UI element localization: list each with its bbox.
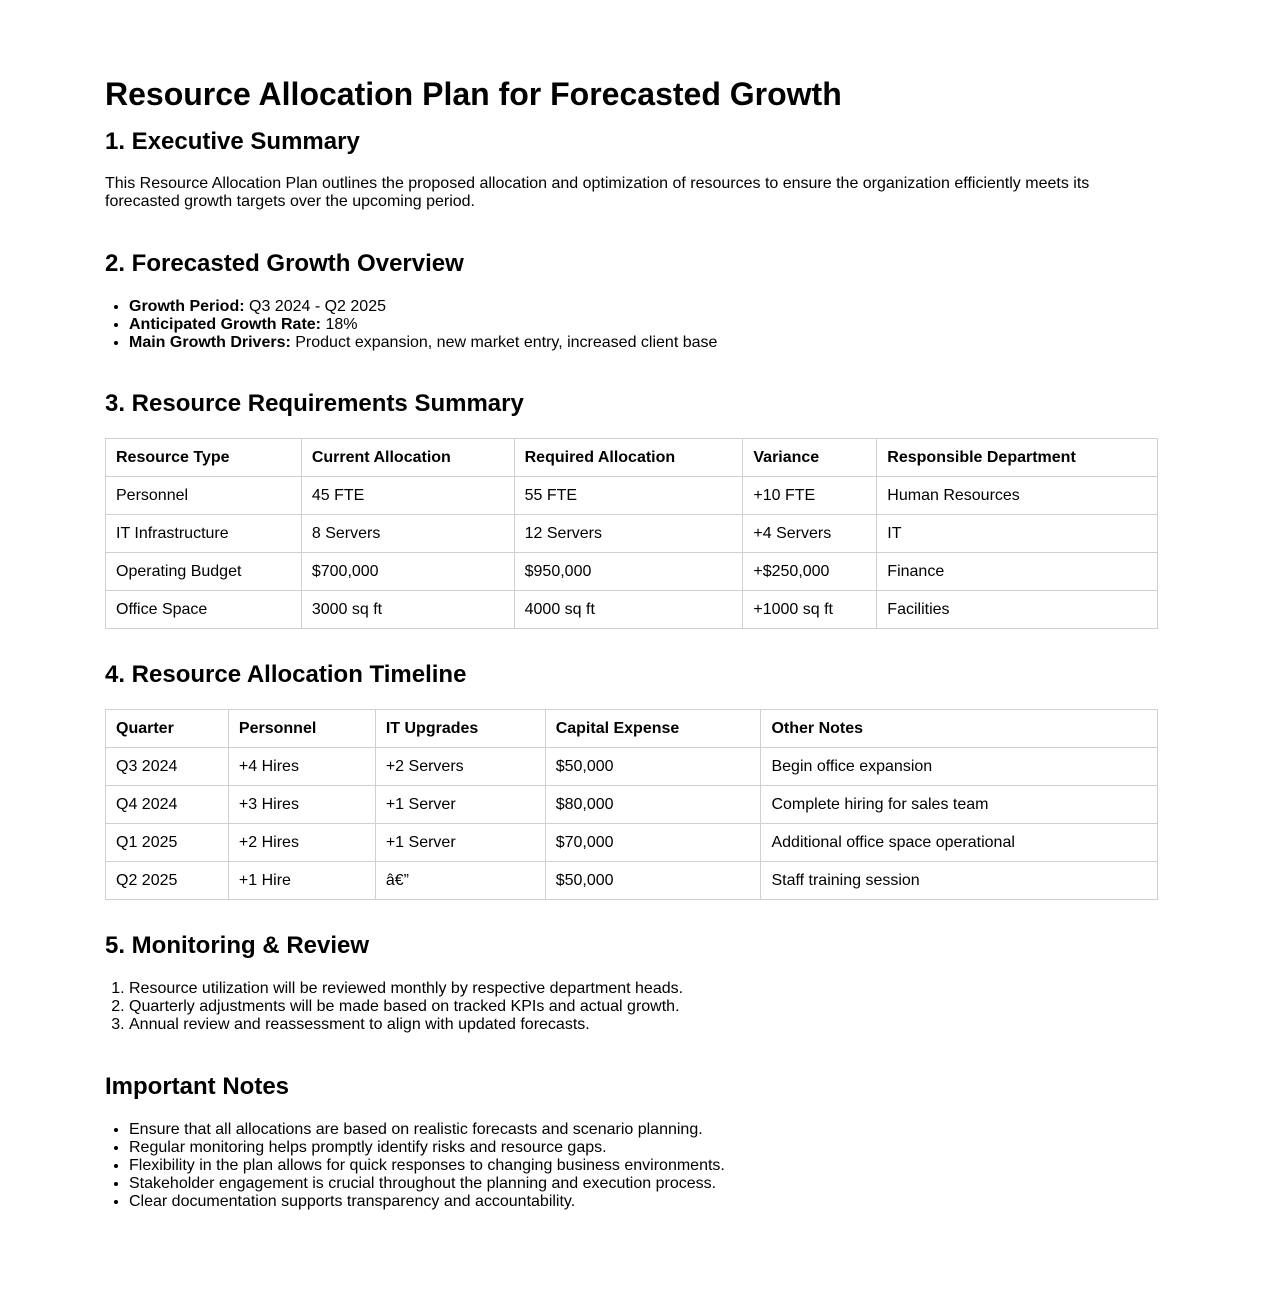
table-cell: 45 FTE xyxy=(301,477,514,515)
table-cell: Q1 2025 xyxy=(106,824,229,862)
table-cell: $700,000 xyxy=(301,553,514,591)
table-cell: $50,000 xyxy=(545,748,761,786)
table-cell: $50,000 xyxy=(545,862,761,900)
column-header: Responsible Department xyxy=(877,439,1158,477)
growth-item-value: 18% xyxy=(321,316,358,333)
table-header-row xyxy=(106,710,1158,748)
column-header: Capital Expense xyxy=(545,710,761,748)
table-cell: +1 Hire xyxy=(228,862,375,900)
table-cell: +2 Hires xyxy=(228,824,375,862)
table-cell: +1 Server xyxy=(375,824,545,862)
table-cell: +4 Hires xyxy=(228,748,375,786)
growth-overview-heading: 2. Forecasted Growth Overview xyxy=(105,250,464,277)
table-cell: Complete hiring for sales team xyxy=(761,786,1158,824)
table-cell: Q2 2025 xyxy=(106,862,229,900)
table-cell: IT Infrastructure xyxy=(106,515,302,553)
list-item: • Ensure that all allocations are based on realistic forecasts and scenario planning. xyxy=(129,1121,1158,1139)
table-cell: 8 Servers xyxy=(301,515,514,553)
table-cell: Personnel xyxy=(106,477,302,515)
growth-item-label: Anticipated Growth Rate: xyxy=(129,316,322,333)
table-cell: â€” xyxy=(375,862,545,900)
table-cell: $950,000 xyxy=(514,553,743,591)
table-cell: IT xyxy=(877,515,1158,553)
table-row xyxy=(106,748,1158,786)
monitoring-list xyxy=(105,980,1158,1034)
list-item: 1. Resource utilization will be reviewed monthly by respective department heads. xyxy=(129,980,1158,998)
table-cell: Human Resources xyxy=(877,477,1158,515)
column-header: Current Allocation xyxy=(301,439,514,477)
document-title: Resource Allocation Plan for Forecasted Growth xyxy=(105,76,842,112)
executive-summary-text: This Resource Allocation Plan outlines the proposed allocation and optimization of resources to ensure the organization efficiently meets its forecasted growth targets over the upcoming period. xyxy=(105,175,1090,210)
table-cell: Office Space xyxy=(106,591,302,629)
requirements-heading: 3. Resource Requirements Summary xyxy=(105,390,524,417)
list-item xyxy=(129,298,1158,316)
growth-item-label: Growth Period: xyxy=(129,298,245,315)
timeline-heading: 4. Resource Allocation Timeline xyxy=(105,661,467,688)
important-notes-heading: Important Notes xyxy=(105,1073,290,1100)
growth-item-label: Main Growth Drivers: xyxy=(129,334,291,351)
growth-overview-list xyxy=(105,298,1158,352)
growth-item-value: Product expansion, new market entry, increased client base xyxy=(290,334,718,351)
table-cell: 12 Servers xyxy=(514,515,743,553)
table-cell: +1000 sq ft xyxy=(743,591,877,629)
list-item: • Clear documentation supports transparency and accountability. xyxy=(129,1193,1158,1211)
important-notes-list xyxy=(105,1121,1158,1211)
table-cell: $80,000 xyxy=(545,786,761,824)
table-row xyxy=(106,553,1158,591)
column-header: Other Notes xyxy=(761,710,1158,748)
list-item: • Stakeholder engagement is crucial throughout the planning and execution process. xyxy=(129,1175,1158,1193)
table-cell: Begin office expansion xyxy=(761,748,1158,786)
timeline-table xyxy=(105,709,1158,900)
table-cell: Additional office space operational xyxy=(761,824,1158,862)
executive-summary-heading: 1. Executive Summary xyxy=(105,128,360,155)
table-row xyxy=(106,515,1158,553)
monitoring-heading: 5. Monitoring & Review xyxy=(105,932,370,959)
table-cell: +$250,000 xyxy=(743,553,877,591)
table-cell: $70,000 xyxy=(545,824,761,862)
table-cell: Staff training session xyxy=(761,862,1158,900)
list-item: • Regular monitoring helps promptly identify risks and resource gaps. xyxy=(129,1139,1158,1157)
table-row xyxy=(106,477,1158,515)
list-item xyxy=(129,334,1158,352)
table-cell: Operating Budget xyxy=(106,553,302,591)
table-cell: 55 FTE xyxy=(514,477,743,515)
column-header: IT Upgrades xyxy=(375,710,545,748)
table-cell: +10 FTE xyxy=(743,477,877,515)
table-cell: Finance xyxy=(877,553,1158,591)
list-item: 2. Quarterly adjustments will be made based on tracked KPIs and actual growth. xyxy=(129,998,1158,1016)
table-cell: Facilities xyxy=(877,591,1158,629)
column-header: Required Allocation xyxy=(514,439,743,477)
table-header-row xyxy=(106,439,1158,477)
list-item xyxy=(129,316,1158,334)
table-cell: Q3 2024 xyxy=(106,748,229,786)
table-cell: 3000 sq ft xyxy=(301,591,514,629)
column-header: Resource Type xyxy=(106,439,302,477)
table-cell: +1 Server xyxy=(375,786,545,824)
growth-item-value: Q3 2024 - Q2 2025 xyxy=(244,298,386,315)
table-cell: +4 Servers xyxy=(743,515,877,553)
column-header: Variance xyxy=(743,439,877,477)
table-row xyxy=(106,862,1158,900)
table-cell: Q4 2024 xyxy=(106,786,229,824)
table-row xyxy=(106,591,1158,629)
table-cell: +3 Hires xyxy=(228,786,375,824)
column-header: Personnel xyxy=(228,710,375,748)
table-cell: 4000 sq ft xyxy=(514,591,743,629)
list-item: • Flexibility in the plan allows for quick responses to changing business environments. xyxy=(129,1157,1158,1175)
table-row xyxy=(106,824,1158,862)
list-item: 3. Annual review and reassessment to align with updated forecasts. xyxy=(129,1016,1158,1034)
requirements-table xyxy=(105,438,1158,629)
table-row xyxy=(106,786,1158,824)
table-cell: +2 Servers xyxy=(375,748,545,786)
column-header: Quarter xyxy=(106,710,229,748)
